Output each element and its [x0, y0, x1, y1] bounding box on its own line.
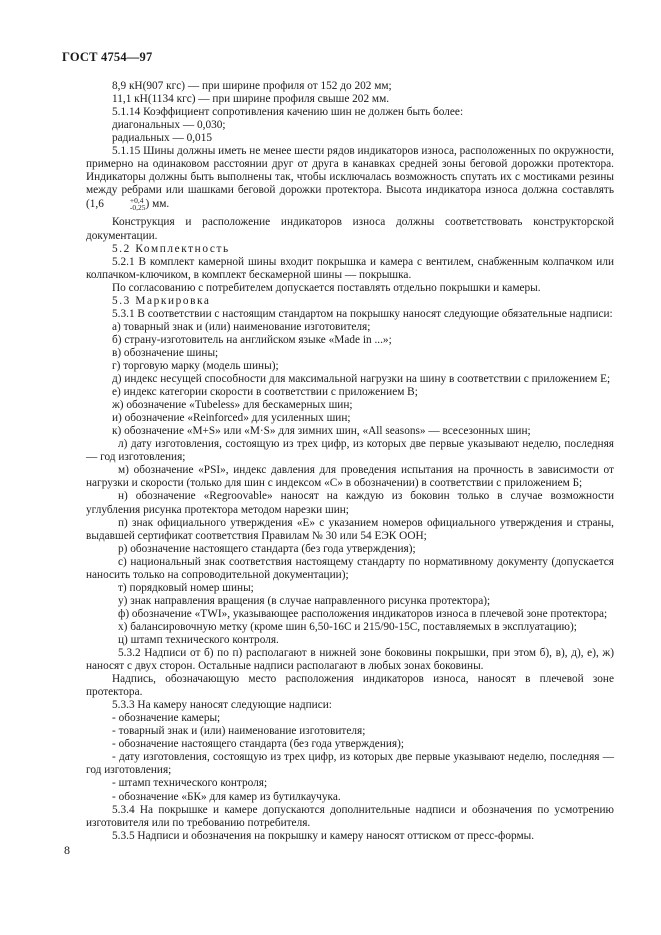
list-item: - штамп технического контроля; — [112, 777, 268, 790]
paragraph: 5.3.5 Надписи и обозначения на покрышку и камеру наносят оттиском от пресс-формы. — [112, 829, 535, 842]
list-item: - дату изготовления, состоящую из трех цифр, из которых две первые указывают неделю, последняя — год изготовления; — [86, 751, 614, 777]
paragraph: По согласованию с потребителем допускается поставлять отдельно покрышки и камеры. — [112, 281, 541, 294]
paragraph: 5.2.1 В комплект камерной шины входит покрышка и камера с вентилем, снабженным колпачком или колпачком-ключиком, в комплект бескамерной шины — покрышка. — [86, 255, 614, 281]
list-item: ц) штамп технического контроля. — [118, 633, 279, 646]
paragraph-end: ) мм. — [145, 198, 170, 211]
list-item: х) балансировочную метку (кроме шин 6,50-16С и 215/90-15С, поставляемых в эксплуатацию); — [118, 620, 577, 633]
list-item: ж) обозначение «Tubeless» для бескамерных шин; — [112, 399, 353, 412]
tolerance-upper: +0,4 — [129, 196, 144, 206]
paragraph: Конструкция и расположение индикаторов износа должны соответствовать конструкторской документации. — [86, 216, 614, 242]
text-line: диагональных — 0,030; — [112, 119, 226, 132]
paragraph: 5.3.3 На камеру наносят следующие надписи: — [112, 699, 332, 712]
text-line: 8,9 кН(907 кгс) — при ширине профиля от 152 до 202 мм; — [112, 80, 392, 92]
paragraph: 5.3.1 В соответствии с настоящим стандартом на покрышку наносят следующие обязательные надписи: — [112, 307, 613, 320]
list-item: и) обозначение «Reinforced» для усиленных шин; — [112, 412, 351, 425]
list-item: - обозначение «БК» для камер из бутилкаучука. — [112, 790, 341, 803]
paragraph: 5.3.4 На покрышке и камере допускаются дополнительные надписи и обозначения по усмотрению изготовителя или по требованию потребителя. — [86, 803, 614, 829]
list-item: м) обозначение «PSI», индекс давления для проведения испытания на прочность в зависимости от нагрузки и скорости (только для шин с индексом «С» в обозначении) в соответствии с приложением Б; — [86, 464, 614, 490]
text-line: 5.1.14 Коэффициент сопротивления качению шин не должен быть более: — [112, 106, 464, 119]
list-item: с) национальный знак соответствия настоящему стандарту по нормативному документу (допускается наносить только на сопроводительной документации); — [86, 555, 614, 581]
standard-header: ГОСТ 4754—97 — [62, 50, 153, 64]
list-item: б) страну-изготовитель на английском языке «Made in ...»; — [112, 333, 392, 346]
paragraph: Надпись, обозначающую место расположения индикаторов износа, наносят в плечевой зоне протектора. — [86, 673, 614, 699]
paragraph-text: 5.1.15 Шины должны иметь не менее шести рядов индикаторов износа, расположенных по окружности, примерно на одинаковом расстоянии друг от друга в канавках средней зоны беговой дорожки протектора. Индикаторы должны быть выполнены так, чтобы исключалась возможность спутать их с мостиками резины между ребрами или шашками беговой дорожки протектора. Высота индикатора износа должна составлять (1,6 — [86, 145, 614, 211]
list-item: н) обозначение «Regroovable» наносят на каждую из боковин только в случае возможности углубления рисунка протектора методом нарезки шин; — [86, 490, 614, 516]
list-item: л) дату изготовления, состоящую из трех цифр, из которых две первые указывают неделю, последняя — год изготовления; — [86, 438, 614, 464]
tolerance-fraction — [104, 197, 146, 211]
list-item: - обозначение настоящего стандарта (без года утверждения); — [112, 738, 405, 751]
section-heading: 5.2 Комплектность — [112, 242, 230, 255]
list-item: ф) обозначение «TWI», указывающее расположения индикаторов износа в плечевой зоне протектора; — [118, 607, 608, 620]
paragraph-5-1-15 — [86, 145, 614, 211]
list-item: - товарный знак и (или) наименование изготовителя; — [112, 725, 366, 738]
text-line: 11,1 кН(1134 кгс) — при ширине профиля свыше 202 мм. — [112, 93, 390, 106]
page-content — [86, 80, 614, 843]
list-item: д) индекс несущей способности для максимальной нагрузки на шину в соответствии с приложением Е; — [112, 373, 611, 386]
list-item: т) порядковый номер шины; — [118, 581, 254, 594]
paragraph: 5.3.2 Надписи от б) по п) располагают в нижней зоне боковины покрышки, при этом б), в), д), е), ж) наносят с двух сторон. Остальные надписи располагают в любых зонах боковины. — [86, 647, 614, 673]
list-item: у) знак направления вращения (в случае направленного рисунка протектора); — [118, 594, 491, 607]
list-item: к) обозначение «M+S» или «M·S» для зимних шин, «All seasons» — всесезонных шин; — [112, 425, 531, 438]
list-item: п) знак официального утверждения «Е» с указанием номеров официального утверждения и страны, выдавшей сертификат соответствия Правилам № 30 или 54 ЕЭК ООН; — [86, 516, 614, 542]
list-item: р) обозначение настоящего стандарта (без года утверждения); — [118, 542, 416, 555]
list-item: - обозначение камеры; — [112, 712, 221, 725]
page-number: 8 — [64, 843, 70, 857]
list-item: е) индекс категории скорости в соответствии с приложением В; — [112, 386, 418, 399]
tolerance-lower: -0,25 — [129, 203, 146, 213]
list-item: в) обозначение шины; — [112, 346, 219, 359]
section-heading: 5.3 Маркировка — [112, 294, 211, 307]
list-item: г) торговую марку (модель шины); — [112, 359, 279, 372]
list-item: а) товарный знак и (или) наименование изготовителя; — [112, 320, 371, 333]
text-line: радиальных — 0,015 — [112, 132, 213, 145]
